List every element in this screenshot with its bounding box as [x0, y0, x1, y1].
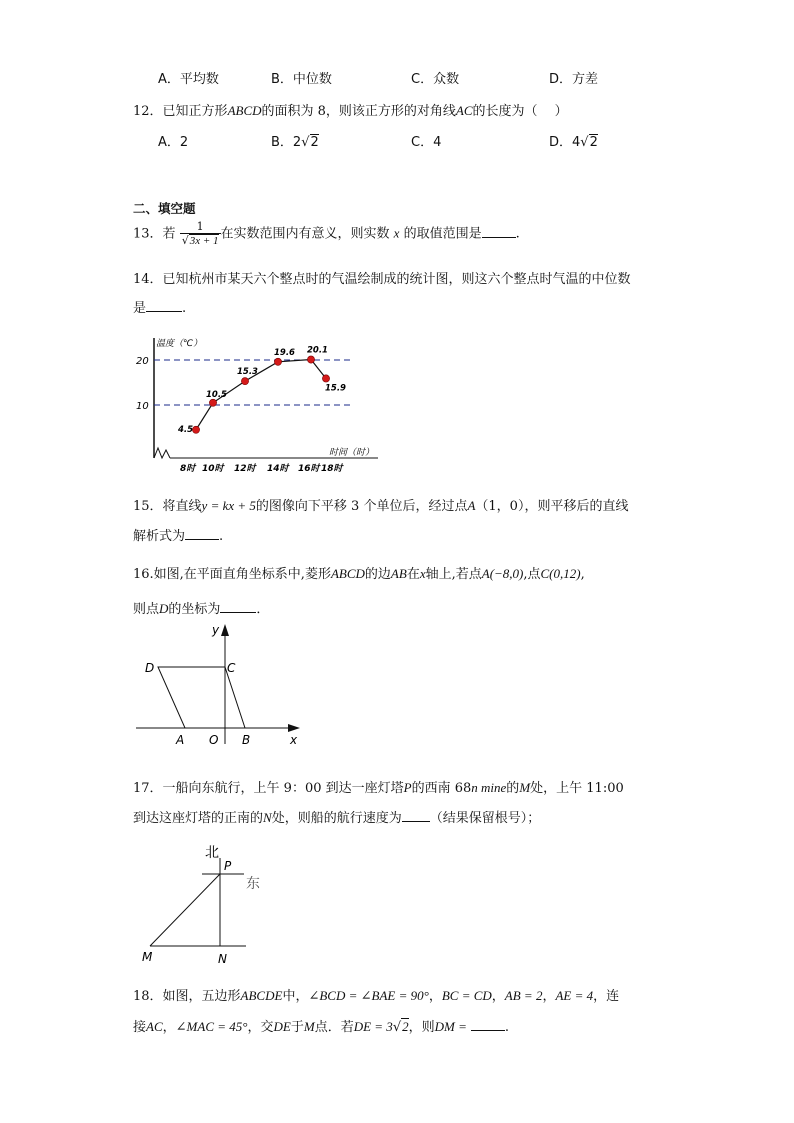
q11-option-d: D．方差 — [549, 72, 599, 87]
chart-data-point — [307, 356, 314, 363]
label-p: P — [224, 859, 232, 873]
label-n: N — [218, 952, 227, 966]
q12-stem: 12．已知正方形ABCD的面积为 8，则该正方形的对角线AC的长度为（ ） — [133, 103, 568, 119]
chart-xtick-label: 10时 — [202, 464, 224, 474]
q13-fraction: $\frac{1}{√3x + 1}$ — [181, 220, 219, 247]
label-north: 北 — [205, 845, 219, 861]
q18-answer-blank[interactable] — [471, 1018, 505, 1031]
q11-option-a: A．平均数 — [158, 72, 219, 87]
chart-ytick-label: 10 — [136, 401, 149, 412]
chart-data-label: 15.3 — [237, 367, 258, 378]
line-mp — [150, 874, 220, 946]
label-y: y — [212, 623, 220, 637]
q15-stem-line2: 解析式为 . — [133, 529, 224, 544]
chart-data-label: 10.5 — [206, 389, 227, 400]
q16-stem-line2: 则点D的坐标为 ． — [133, 601, 270, 617]
q16-figure — [130, 620, 310, 750]
chart-axis-break — [154, 448, 170, 458]
label-d: D — [145, 661, 155, 675]
label-a: A — [176, 733, 185, 747]
sqrt-icon: √ — [580, 135, 589, 150]
chart-data-point — [241, 378, 248, 385]
q15-stem-line1: 15．将直线y = kx + 5的图像向下平移 3 个单位后，经过点A（1，0），则平移后的直线 — [133, 498, 629, 514]
chart-data-label: 4.5 — [178, 424, 194, 435]
temperature-chart — [128, 330, 384, 476]
q17-stem-line1: 17．一船向东航行，上午 9：00 到达一座灯塔P的西南 68n mine的M处，上午 11:00 — [133, 780, 624, 796]
chart-ylabel: 温度（℃） — [156, 339, 203, 349]
chart-data-label: 15.9 — [325, 383, 346, 394]
chart-data-point — [322, 375, 329, 382]
q18-stem-line1: 18．如图，五边形ABCDE中，∠BCD = ∠BAE = 90°，BC = CD，AB = 2，AE = 4，连 — [133, 988, 620, 1004]
q17-figure — [138, 840, 278, 966]
q14-answer-blank[interactable] — [146, 299, 182, 312]
sqrt-icon: √ — [181, 234, 189, 247]
q12-option-c: C．4 — [411, 135, 442, 150]
q16-answer-blank[interactable] — [220, 600, 256, 613]
q13-stem: 13．若 $\frac{1}{√3x + 1}$ 在实数范围内有意义，则实数 x 的取值范围是 . — [133, 220, 520, 247]
y-axis-arrow-icon — [221, 624, 229, 636]
chart-ytick-label: 20 — [136, 356, 149, 367]
q12-option-b: B．2√2 — [271, 135, 319, 150]
chart-xtick-label: 16时 — [298, 464, 320, 474]
chart-data-point — [274, 358, 281, 365]
chart-xtick-label: 14时 — [267, 464, 289, 474]
label-c: C — [227, 661, 236, 675]
x-axis-arrow-icon — [288, 724, 300, 732]
label-x: x — [290, 733, 298, 747]
section-title: 二、填空题 — [133, 201, 196, 216]
chart-data-label: 19.6 — [274, 347, 295, 358]
label-o: O — [209, 733, 219, 747]
rhombus-abcd — [158, 667, 245, 728]
q15-answer-blank[interactable] — [185, 527, 219, 540]
chart-xlabel: 时间（时） — [329, 448, 375, 458]
chart-data-point — [192, 426, 199, 433]
label-east: 东 — [246, 876, 260, 892]
label-b: B — [242, 733, 251, 747]
q12-option-a: A．2 — [158, 135, 189, 150]
q11-option-c: C．众数 — [411, 72, 460, 87]
chart-xtick-label: 8时 — [180, 464, 196, 474]
q13-answer-blank[interactable] — [482, 225, 516, 238]
q14-stem-line2: 是 . — [133, 301, 187, 316]
sqrt-icon: √ — [301, 135, 310, 150]
chart-data-label: 20.1 — [307, 345, 328, 356]
sqrt-icon: √ — [392, 1020, 402, 1035]
q17-stem-line2: 到达这座灯塔的正南的N处，则船的航行速度为 （结果保留根号）； — [133, 810, 541, 826]
q17-answer-blank[interactable] — [402, 809, 430, 822]
q18-stem-line2: 接AC，∠MAC = 45°，交DE于M点．若DE = 3√2，则DM = . — [133, 1019, 510, 1035]
chart-xtick-label: 12时 — [234, 464, 256, 474]
q12-option-d: D．4√2 — [549, 135, 598, 150]
chart-data-point — [209, 399, 216, 406]
q11-option-b: B．中位数 — [271, 72, 332, 87]
label-m: M — [142, 950, 153, 964]
q16-stem-line1: 16.如图,在平面直角坐标系中,菱形ABCD的边AB在x轴上,若点A(−8,0),点C(0,12), — [133, 566, 585, 582]
chart-xtick-label: 18时 — [321, 464, 343, 474]
q14-stem-line1: 14．已知杭州市某天六个整点时的气温绘制成的统计图，则这六个整点时气温的中位数 — [133, 272, 631, 287]
